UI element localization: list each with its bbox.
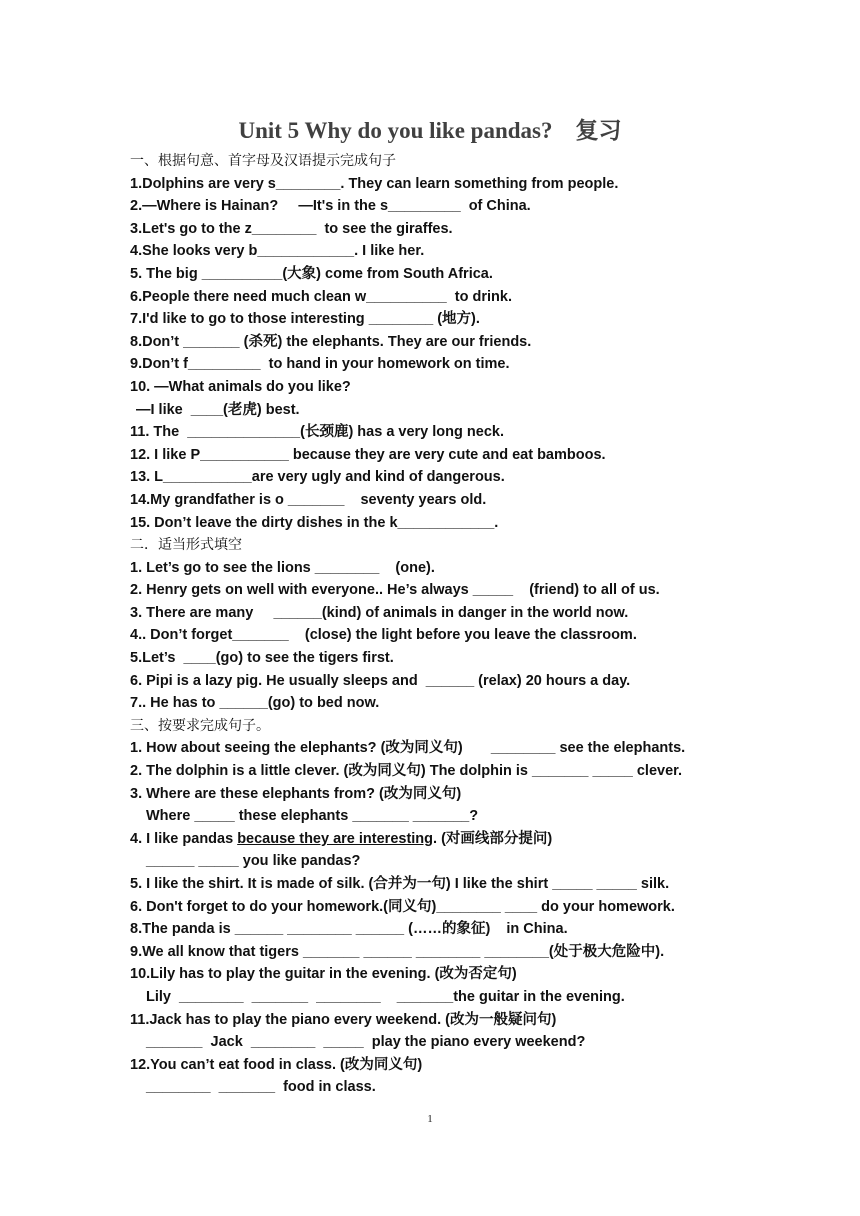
question-line: Where _____ these elephants _______ _______? <box>146 808 479 825</box>
worksheet-content <box>130 150 730 1099</box>
question-line: 6. Don't forget to do your homework.(同义句)________ ____ do your homework. <box>130 898 675 915</box>
question-line: ________ _______ food in class. <box>146 1079 376 1096</box>
question-line: 10.Lily has to play the guitar in the evening. (改为否定句) <box>130 966 517 983</box>
question-line: ______ _____ you like pandas? <box>146 853 361 870</box>
question-line: Lily ________ _______ ________ _______the guitar in the evening. <box>146 988 625 1005</box>
question-text: . (对画线部分提问) <box>433 830 553 847</box>
question-line: 7.. He has to ______(go) to bed now. <box>130 695 380 712</box>
question-line: 8.The panda is ______ ________ ______ (……的象征) in China. <box>130 921 568 938</box>
question-line: 6.People there need much clean w__________ to drink. <box>130 288 512 305</box>
question-line: 2. Henry gets on well with everyone.. He’s always _____ (friend) to all of us. <box>130 582 660 599</box>
question-line: 5. The big __________(大象) come from South Africa. <box>130 265 493 282</box>
page-title: Unit 5 Why do you like pandas? 复习 <box>238 118 622 143</box>
question-line: —I like ____(老虎) best. <box>136 401 300 418</box>
question-line: 1. Let’s go to see the lions ________ (one). <box>130 559 435 576</box>
question-line: 2. The dolphin is a little clever. (改为同义句) The dolphin is _______ _____ clever. <box>130 763 683 780</box>
question-line: 11.Jack has to play the piano every weekend. (改为一般疑问句) <box>130 1011 557 1028</box>
question-line: 7.I'd like to go to those interesting ________ (地方). <box>130 311 480 328</box>
question-line: 15. Don’t leave the dirty dishes in the k____________. <box>130 514 499 531</box>
question-text: 4. I like pandas <box>130 830 238 847</box>
question-line: 5. I like the shirt. It is made of silk. (合并为一句) I like the shirt _____ _____ silk. <box>130 876 670 892</box>
question-line: 10. —What animals do you like? <box>130 378 351 395</box>
question-line: 13. L___________are very ugly and kind of dangerous. <box>130 469 505 486</box>
question-line: 12.You can’t eat food in class. (改为同义句) <box>130 1056 423 1073</box>
question-line: _______ Jack ________ _____ play the piano every weekend? <box>146 1034 586 1051</box>
question-line: 5.Let’s ____(go) to see the tigers first. <box>130 650 394 667</box>
section-header-1: 一、根据句意、首字母及汉语提示完成句子 <box>130 153 396 169</box>
underlined-phrase: because they are interesting <box>237 830 434 847</box>
question-line: 9.Don’t f_________ to hand in your homework on time. <box>130 356 510 373</box>
question-line: 6. Pipi is a lazy pig. He usually sleeps and ______ (relax) 20 hours a day. <box>130 672 631 689</box>
page-number: 1 <box>427 1113 433 1125</box>
question-line: 9.We all know that tigers _______ ______ ________ ________(处于极大危险中). <box>130 943 665 960</box>
question-line: 3. There are many ______(kind) of animals in danger in the world now. <box>130 604 629 621</box>
question-line: 3. Where are these elephants from? (改为同义句) <box>130 785 462 802</box>
question-line: 12. I like P___________ because they are very cute and eat bamboos. <box>130 446 606 463</box>
section-header-3: 三、按要求完成句子。 <box>130 717 270 734</box>
question-line: 3.Let's go to the z________ to see the giraffes. <box>130 220 453 237</box>
question-line: 1.Dolphins are very s________. They can learn something from people. <box>130 175 619 192</box>
question-line: 14.My grandfather is o _______ seventy years old. <box>130 491 487 508</box>
question-line: 8.Don’t _______ (杀死) the elephants. They are our friends. <box>130 333 532 350</box>
question-line: 1. How about seeing the elephants? (改为同义句) ________ see the elephants. <box>130 740 686 757</box>
question-line: 4.She looks very b____________. I like her. <box>130 243 425 260</box>
question-line: 2.—Where is Hainan? —It's in the s_________ of China. <box>130 198 531 215</box>
question-line: 11. The ______________(长颈鹿) has a very long neck. <box>130 424 504 441</box>
question-line: 4.. Don’t forget_______ (close) the light before you leave the classroom. <box>130 627 637 644</box>
question-line <box>130 828 730 851</box>
section-header-2: 二．适当形式填空 <box>130 537 242 554</box>
